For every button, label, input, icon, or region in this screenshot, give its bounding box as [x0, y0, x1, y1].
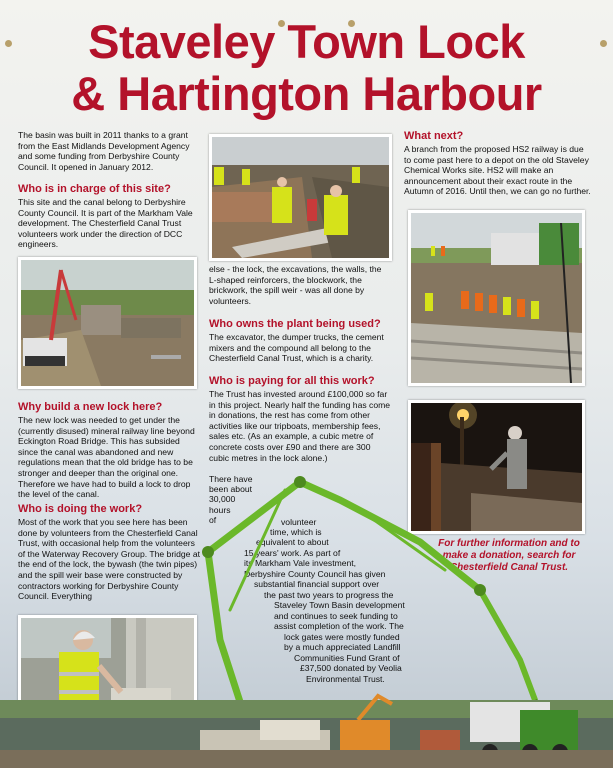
text-paying-line: hours: [209, 505, 231, 515]
title-line-2: & Hartington Harbour: [71, 67, 542, 120]
text-paying-line: by a much appreciated Landfill: [284, 642, 401, 652]
text-paying-line: assist completion of the work. The: [274, 621, 404, 631]
heading-next: What next?: [404, 130, 464, 142]
photo-concrete-pour: [408, 210, 585, 386]
text-paying-line: There have: [209, 474, 253, 484]
text-paying-line: the past two years to progress the: [264, 590, 394, 600]
text-paying: The Trust has invested around £100,000 so far in this project. Nearly half the funding has come in donations, the rest has come from other activities like our tripboats, membership fees, sales etc. (As an example, a cubic metre of concrete costs over £90 and there are 300 cubic metres in the lock alone.): [209, 389, 391, 463]
heading-charge: Who is in charge of this site?: [18, 183, 171, 195]
further-info-text: For further information and to make a donation, search for Chesterfield Canal Trust.: [438, 538, 580, 573]
photo-lock-construction: [209, 134, 392, 261]
text-paying-line: of: [209, 515, 217, 525]
text-paying-line: lock gates were mostly funded: [284, 632, 400, 642]
intro-text: The basin was built in 2011 thanks to a grant from the East Midlands Development Agency and some funding from Derbyshire County Council. It opened in January 2012.: [18, 130, 190, 172]
text-paying-line: substantial financial support over: [254, 579, 380, 589]
lock-construction-image: [212, 137, 389, 258]
concrete-pour-image: [411, 213, 582, 383]
text-paying-line: and continues to seek funding to: [274, 611, 398, 621]
text-paying-line: volunteer: [281, 517, 317, 527]
heading-doing: Who is doing the work?: [18, 503, 143, 515]
text-paying-line: Derbyshire County Council has given: [244, 569, 386, 579]
text-paying-line: 15 years' work. As part of: [244, 548, 341, 558]
text-paying-line: Environmental Trust.: [306, 674, 385, 684]
text-doing-continued: else - the lock, the excavations, the walls, the L-shaped reinforcers, the blockwork, the brickwork, the spill weir - was all done by volunteers.: [209, 264, 382, 306]
text-doing: Most of the work that you see here has been done by volunteers from the Chesterfield Canal Trust, with occasional help from the volunteers of the Waterway Recovery Group. The bridge at the end of the lock, the bywash (the twin pipes) and the spill weir base were constructed by contractors working for Derbyshire County Council. Everything: [18, 517, 200, 602]
text-paying-line: Staveley Town Basin development: [274, 600, 405, 610]
photo-concrete-pump: [18, 257, 197, 389]
title-line-1: Staveley Town Lock: [88, 15, 525, 68]
text-plant: The excavator, the dumper trucks, the cement mixers and the compound all belong to the Chesterfield Canal Trust, which is a charity.: [209, 332, 384, 364]
text-paying-line: £37,500 donated by Veolia: [300, 663, 402, 673]
text-paying-line: equivalent to about: [256, 537, 329, 547]
text-paying-line: time, which is: [270, 527, 322, 537]
construction-site-scene: [0, 690, 613, 768]
text-charge: This site and the canal belong to Derbyshire County Council. It is part of the Markham Vale development. The Chesterfield Canal Trust volunteers work under the direction of DCC engineers.: [18, 197, 193, 250]
heading-why: Why build a new lock here?: [18, 401, 163, 413]
text-paying-line: its Markham Vale investment,: [244, 558, 357, 568]
text-why: The new lock was needed to get under the (currently disused) mineral railway line beyond Eckington Road Bridge. This has subsided since the canal was abandoned and new regulations mean that the old bridge has to be stronger and deeper than the original one. Therefore we have had to build a lock to drop the level of the canal.: [18, 415, 195, 500]
text-paying-line: 30,000: [209, 494, 236, 504]
heading-plant: Who owns the plant being used?: [209, 318, 381, 330]
concrete-pump-image: [21, 260, 194, 386]
heading-paying: Who is paying for all this work?: [209, 375, 375, 387]
text-next: A branch from the proposed HS2 railway is due to come past here to a depot on the old Staveley Chemical Works site. HS2 will make an announcement about their exact route in the Autumn of 2016. Until then, we can go no further.: [404, 144, 591, 197]
text-paying-line: been about: [209, 484, 253, 494]
text-paying-line: Communities Fund Grant of: [294, 653, 400, 663]
